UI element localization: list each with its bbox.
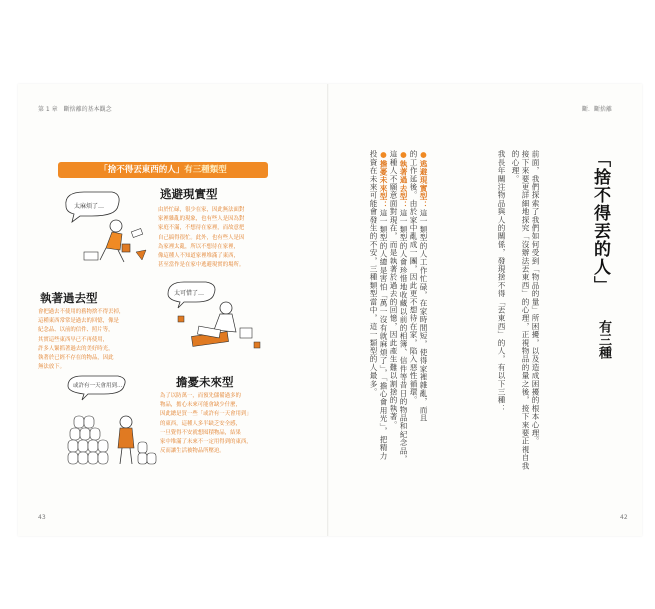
- type-text-line: 的東西，這種人多半缺乏安全感，: [160, 420, 241, 427]
- type-text-line: 執著於已經不存在的物品，因此: [38, 355, 114, 362]
- bullet-list: [368, 150, 428, 495]
- type-title-future: 擔憂未來型: [176, 375, 234, 389]
- left-running-head: 第 1 章 斷捨離的基本觀念: [38, 106, 112, 113]
- banner-highlight: 有三種類型: [184, 165, 227, 175]
- type-text-line: 甚至當作是在家中逃避現實的場所。: [158, 262, 245, 269]
- bullet-label: 執著過去型：: [399, 159, 408, 209]
- left-page-number: 43: [38, 514, 46, 521]
- type-text-line: 由於忙碌，很少在家，因此無法面對: [158, 207, 245, 213]
- type-text-future: [160, 392, 282, 456]
- right-running-head: 斷．斷捨離: [582, 106, 613, 113]
- banner-text: 「捨不得丟東西的人」: [99, 165, 185, 175]
- intro-paragraph: [510, 150, 540, 495]
- type-text-line: 反而讓生活被物品所壓迫。: [160, 448, 225, 455]
- bullet-future: ●擔憂未來型：這一類型的人總是害怕「萬一沒有就麻煩了」，「擔心會用光」，把精力 投資在未來可能會發生的不安，三種類型當中，這一類型的人最多。: [369, 150, 388, 460]
- illustration-future: [64, 372, 158, 472]
- type-text-line: 自己搞得很忙。此外，也有些人是因: [158, 234, 245, 241]
- type-text-past: [38, 308, 160, 372]
- section-banner: [58, 162, 268, 178]
- illustration-escape: [62, 186, 156, 266]
- bubble-text-future: 或許有一天會用到…: [73, 383, 123, 389]
- type-text-line: 家庭不滿，不想待在家裡，而故意把: [158, 225, 245, 232]
- type-text-line: 紀念品、以前的信件、照片等，: [38, 327, 114, 334]
- type-text-line: 許多人緊抓著過去的美好時光，: [38, 345, 114, 352]
- type-text-line: 因此總是買一些「或許有一天會用到」: [160, 411, 252, 418]
- type-text-line: 為了以防萬一，而預先儲備過多的: [160, 393, 241, 399]
- type-text-line: 會把過去不使用的舊物捨不得丟掉，: [38, 309, 125, 315]
- bullet-escape: ●逃避現實型：這一類型的人工作忙碌，在家時間短，使得家裡雜亂，而且 的工作延後。由於家中亂成一團，因此更不想待在家，陷入惡性循環。: [409, 150, 428, 423]
- intro-line: 前面，我們探索了我們如何受到「物品的量」所困擾，以及造成困擾的根本心理。: [531, 150, 540, 446]
- bullet-label: 逃避現實型：: [419, 159, 428, 209]
- bubble-text-past: 太可惜了…: [174, 290, 205, 297]
- type-text-escape: [158, 206, 278, 270]
- type-text-line: 這種東西常常是過去的回憶，像是: [38, 318, 119, 325]
- type-title-past: 執著過去型: [40, 291, 98, 305]
- right-page-number: 42: [620, 514, 628, 521]
- type-text-line: 物品，擔心未來可能會缺少什麼，: [160, 402, 241, 409]
- intro-line: 的心理。: [511, 150, 520, 183]
- type-text-line: 一旦覺得不安就想囤積物品，結果: [160, 429, 241, 436]
- type-text-line: 無法放下。: [38, 364, 65, 371]
- bullet-line: 這一類型的人工作忙碌，在家時間短，使得家裡雜亂，而且: [419, 208, 428, 423]
- intro-line: 接下來要更詳細地探究「沒辦法丟東西」的心理，正視物品的量之後，接下來要正視自我: [521, 150, 530, 470]
- book-gutter: [327, 84, 329, 536]
- lead-paragraph: [496, 150, 506, 495]
- bullet-line: 這種人不願意面對現在，而是執著於過去的回憶，因此產生難以割捨的執著。: [389, 150, 398, 429]
- bubble-text-escape: 太麻煩了…: [74, 203, 105, 210]
- type-text-line: 其實這些東西早已不再使用，: [38, 336, 109, 343]
- type-text-line: 家裡雜亂的現象，也有些人是因為對: [158, 216, 245, 223]
- illustration-past: [162, 278, 272, 360]
- bullet-line: 投資在未來可能會發生的不安，三種類型當中，這一類型的人最多。: [369, 150, 378, 396]
- bullet-line: 這一類型的人總是害怕「萬一沒有就麻煩了」，「擔心會用光」，把精力: [379, 208, 388, 460]
- bullet-line: 這一類型的人會珍惜地收藏以前的相簿、信件等昔日的物品和紀念品，: [399, 208, 408, 464]
- bullet-label: 擔憂未來型：: [379, 159, 388, 209]
- type-text-line: 像這種人不知道家裡堆滿了東西，: [158, 253, 239, 260]
- bullet-past: ●執著過去型：這一類型的人會珍惜地收藏以前的相簿、信件等昔日的物品和紀念品， 這種人不願意面對現在，而是執著於過去的回憶，因此產生難以割捨的執著。: [389, 150, 408, 464]
- chapter-title: 「捨不得丟的人」: [590, 150, 610, 294]
- chapter-subtitle: 有三種: [596, 320, 611, 359]
- type-title-escape: 逃避現實型: [160, 187, 218, 201]
- type-text-line: 為家裡太亂，所以不想待在家裡，: [158, 243, 239, 250]
- lead-line: 我長年關注物品與人的關係，發現捨不得「丟東西」的人，有以下三種：: [497, 150, 506, 413]
- type-text-line: 家中堆滿了未來不一定用得到的東西，: [160, 439, 252, 446]
- bullet-line: 的工作延後。由於家中亂成一團，因此更不想待在家，陷入惡性循環。: [409, 150, 418, 405]
